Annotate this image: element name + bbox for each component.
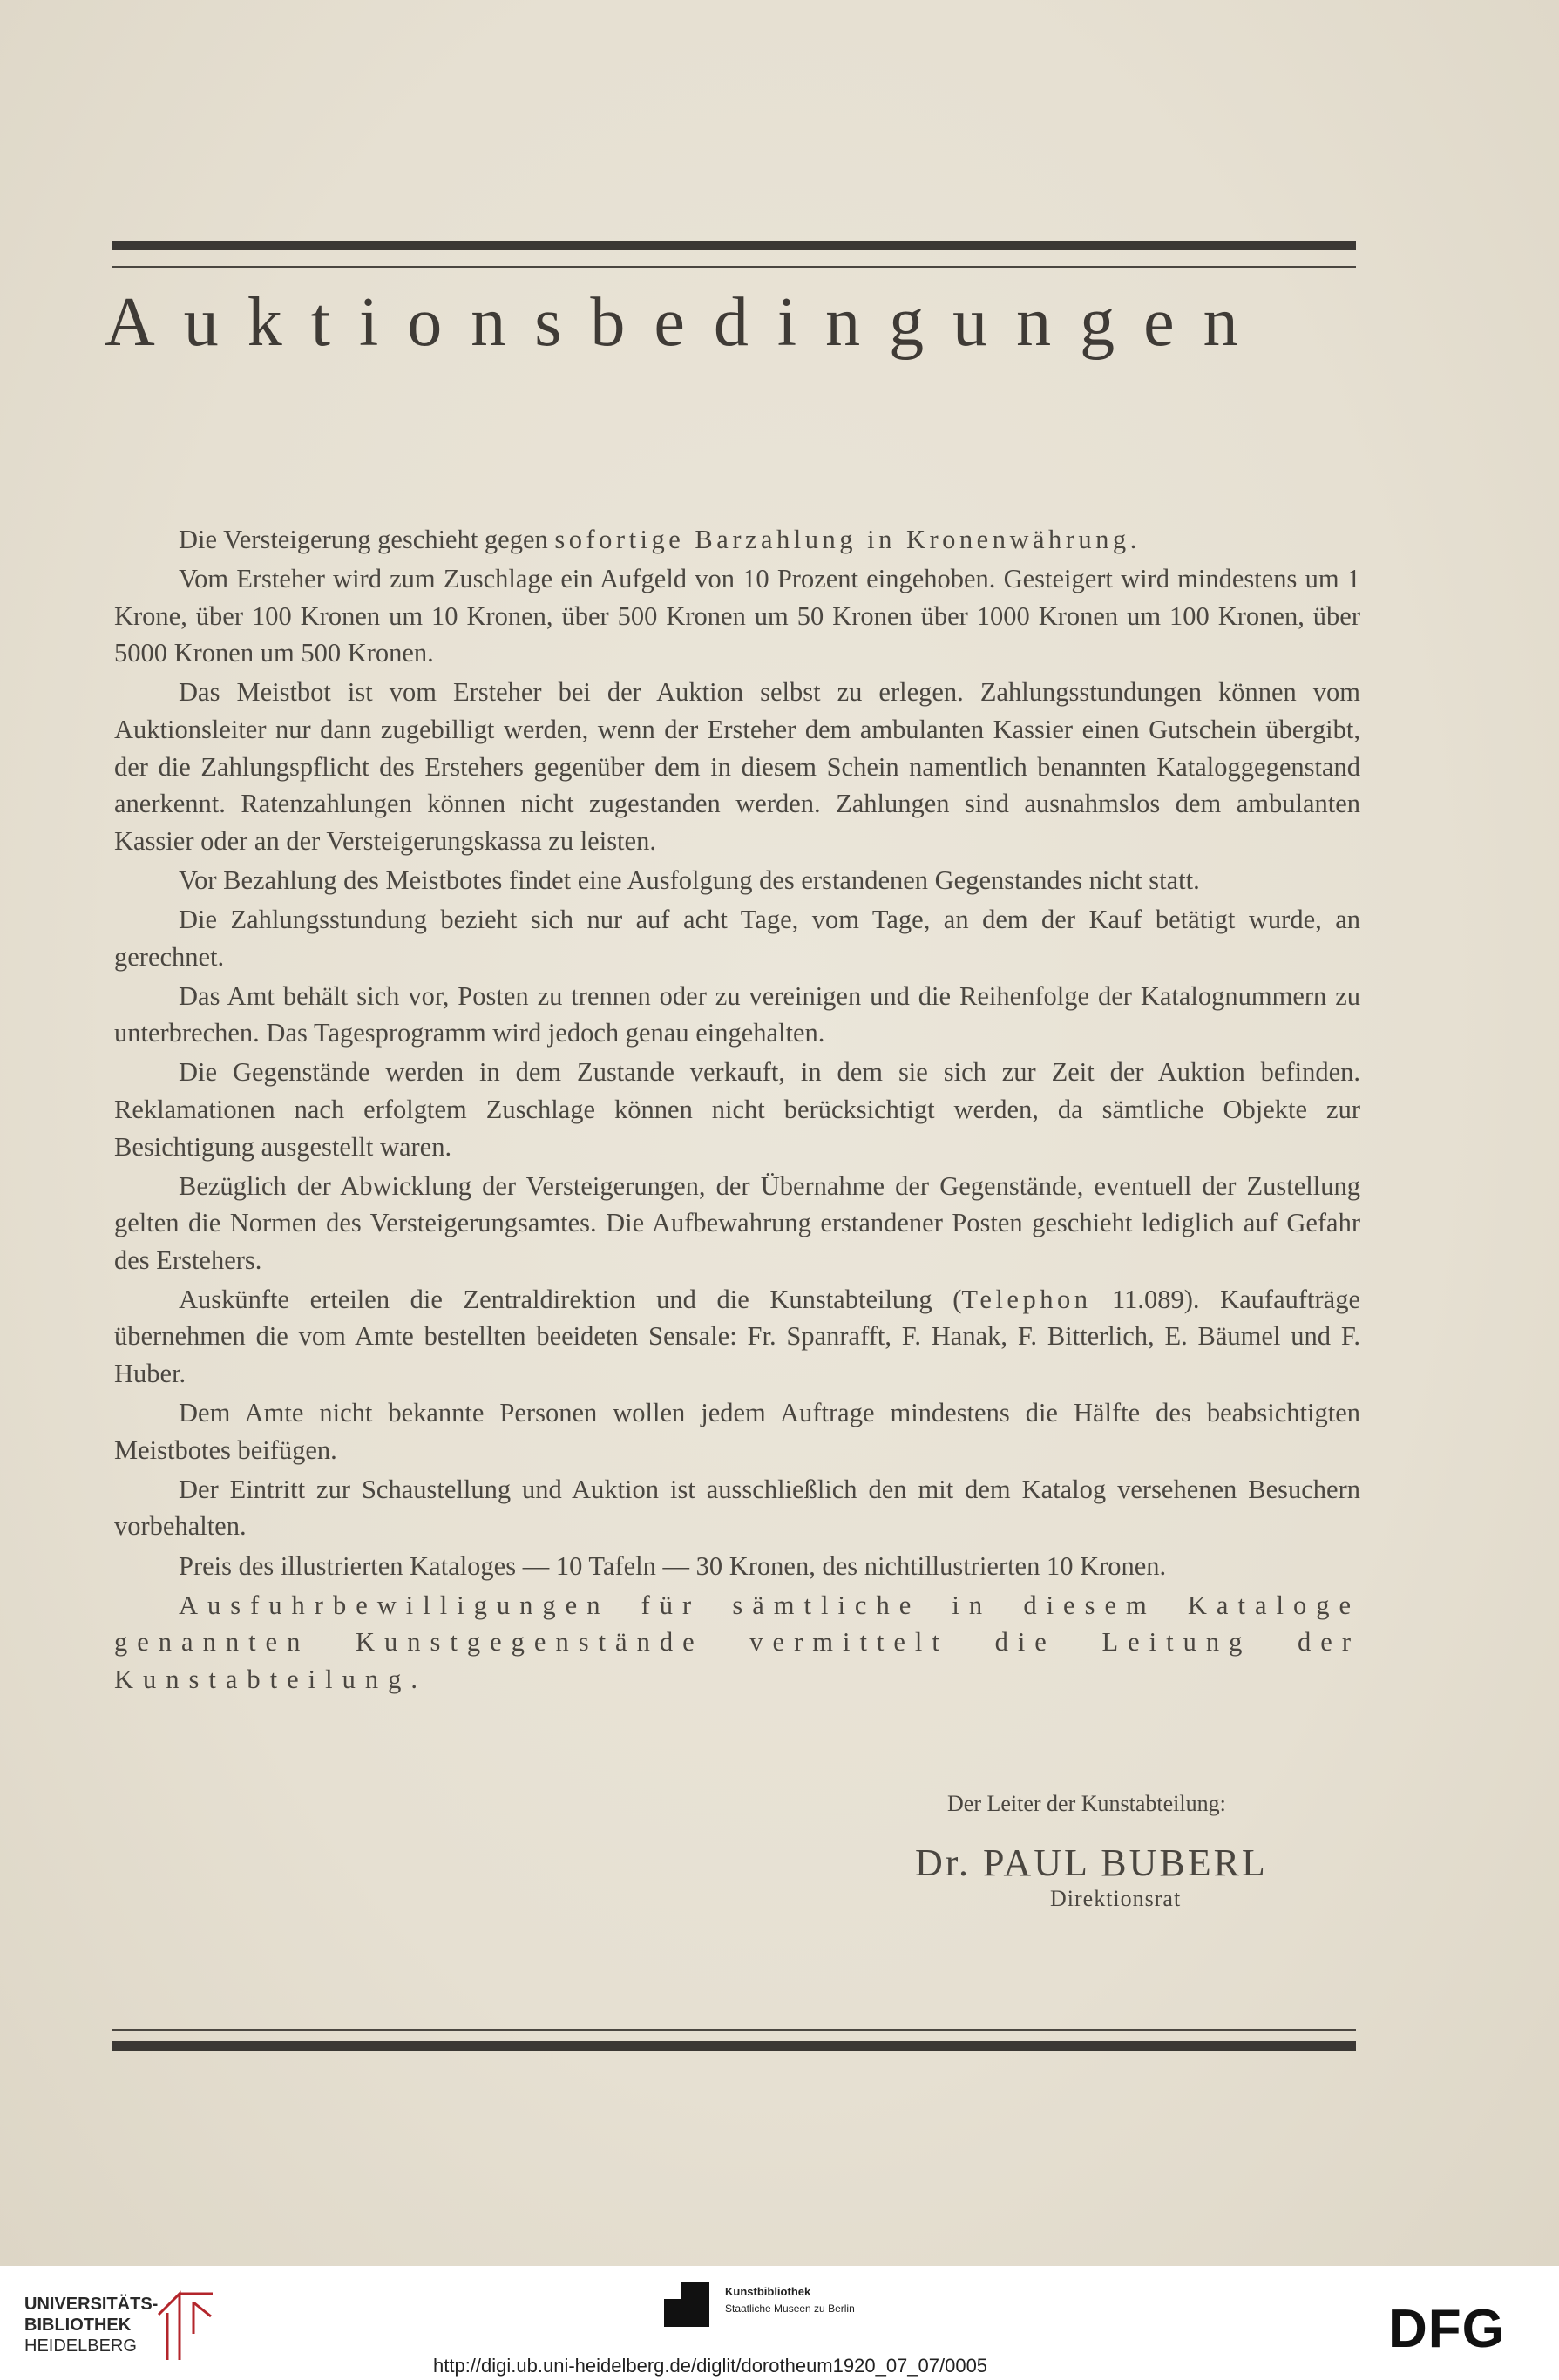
- digitization-footer: [0, 2266, 1559, 2380]
- paragraph-5: [114, 901, 1360, 975]
- permalink-url[interactable]: http://digi.ub.uni-heidelberg.de/diglit/dorotheum1920_07_07/0005: [433, 2355, 988, 2377]
- text-segment: Die Zahlungsstundung bezieht sich nur auf acht Tage, vom Tage, an dem der Kauf betätigt wurde, an gerechnet.: [114, 904, 1360, 972]
- paragraph-2: [114, 560, 1360, 672]
- paragraph-3: [114, 674, 1360, 859]
- text-segment: Ausfuhrbewilligungen für sämtliche in diesem Kataloge genannten Kunstgegenstände vermittelt die Leitung der Kunstabteilung.: [114, 1590, 1360, 1694]
- text-segment: Das Amt behält sich vor, Posten zu trennen oder zu vereinigen und die Reihenfolge der Katalognummern zu unterbrechen. Das Tagesprogramm wird jedoch genau eingehalten.: [114, 980, 1360, 1048]
- university-emblem-icon: [150, 2282, 220, 2363]
- paragraph-4: [114, 862, 1360, 899]
- text-segment: Vor Bezahlung des Meistbotes findet eine Ausfolgung des erstandenen Gegenstandes nicht statt.: [179, 865, 1200, 895]
- paragraph-13: [114, 1587, 1360, 1699]
- paragraph-6: [114, 978, 1360, 1052]
- paragraph-9: [114, 1281, 1360, 1393]
- text-segment: .: [1129, 525, 1137, 554]
- text-segment: Die Gegenstände werden in dem Zustande verkauft, in dem sie sich zur Zeit der Auktion befinden. Reklamationen nach erfolgtem Zuschlage können nicht berücksichtigt werden, da sämtliche Objekte zur Besichtigung ausgestellt waren.: [114, 1057, 1360, 1162]
- text-segment: Telephon: [961, 1284, 1092, 1314]
- text-segment: Das Meistbot ist vom Ersteher bei der Auktion selbst zu erlegen. Zahlungsstundungen können vom Auktionsleiter nur dann zugebilligt werden, wenn der Ersteher dem ambulanten Kassier einen Gutschein übergibt, der die Zahlungspflicht des Erstehers gegenüber dem in diesem Schein namentlich benannten Kataloggegenstand anerkennt. Ratenzahlungen können nicht zugestanden werden. Zahlungen sind ausnahmslos dem ambulanten Kassier oder an der Versteigerungskassa zu leisten.: [114, 677, 1360, 856]
- text-segment: Die Versteigerung geschieht gegen: [179, 525, 555, 554]
- paragraph-11: [114, 1471, 1360, 1545]
- paragraph-1: [114, 521, 1360, 559]
- text-segment: Auskünfte erteilen die Zentraldirektion und die Kunstabteilung (: [179, 1284, 962, 1314]
- kunstbibliothek-subtitle: Staatliche Museen zu Berlin: [725, 2302, 855, 2315]
- text-segment: Vom Ersteher wird zum Zuschlage ein Aufgeld von 10 Prozent eingehoben. Gesteigert wird mindestens um 1 Krone, über 100 Kronen um 10 Kronen, über 500 Kronen um 50 Kronen über 1000 Kronen um 100 Kronen, über 5000 Kronen um 500 Kronen.: [114, 564, 1360, 668]
- logo-line-2: BIBLIOTHEK: [24, 2316, 132, 2335]
- conditions-text: [114, 521, 1360, 1700]
- text-segment: Dem Amte nicht bekannte Personen wollen jedem Auftrage mindestens die Hälfte des beabsichtigten Meistbotes beifügen.: [114, 1398, 1360, 1465]
- signatory-position: Direktionsrat: [1050, 1886, 1182, 1911]
- paragraph-8: [114, 1168, 1360, 1279]
- logo-line-3: HEIDELBERG: [24, 2336, 137, 2356]
- university-library-logo[interactable]: [24, 2294, 158, 2356]
- bottom-rule-thin: [112, 2029, 1356, 2031]
- logo-line-1: UNIVERSITÄTS-: [24, 2295, 159, 2314]
- paragraph-10: [114, 1394, 1360, 1468]
- dfg-logo: DFG: [1388, 2299, 1505, 2359]
- bottom-rule-thick: [112, 2041, 1356, 2051]
- text-segment: 11.089). Kaufaufträge übernehmen die vom Amte bestellten beeideten Sensale: Fr. Spanrafft, F. Hanak, F. Bitterlich, E. Bäumel und F. Huber.: [114, 1284, 1360, 1389]
- signature-label: Der Leiter der Kunstabteilung:: [947, 1791, 1226, 1816]
- kunstbibliothek-title: Kunstbibliothek: [725, 2285, 811, 2298]
- page-title: Auktionsbedingungen: [105, 284, 1267, 361]
- text-segment: Bezüglich der Abwicklung der Versteigerungen, der Übernahme der Gegenstände, eventuell der Zustellung gelten die Normen des Versteigerungsamtes. Die Aufbewahrung erstandener Posten geschieht lediglich auf Gefahr des Erstehers.: [114, 1170, 1360, 1275]
- paragraph-7: [114, 1054, 1360, 1165]
- paragraph-12: [114, 1548, 1360, 1585]
- text-segment: Preis des illustrierten Kataloges — 10 Tafeln — 30 Kronen, des nichtillustrierten 10 Kronen.: [179, 1550, 1167, 1581]
- text-segment: Der Eintritt zur Schaustellung und Auktion ist ausschließlich den mit dem Katalog versehenen Besuchern vorbehalten.: [114, 1474, 1360, 1542]
- signatory-name: Dr. PAUL BUBERL: [915, 1841, 1268, 1884]
- top-rule-thick: [112, 241, 1356, 250]
- kunstbibliothek-logo-icon: [664, 2282, 709, 2327]
- text-segment: sofortige Barzahlung in Kronenwährung: [554, 525, 1130, 554]
- top-rule-thin: [112, 266, 1356, 268]
